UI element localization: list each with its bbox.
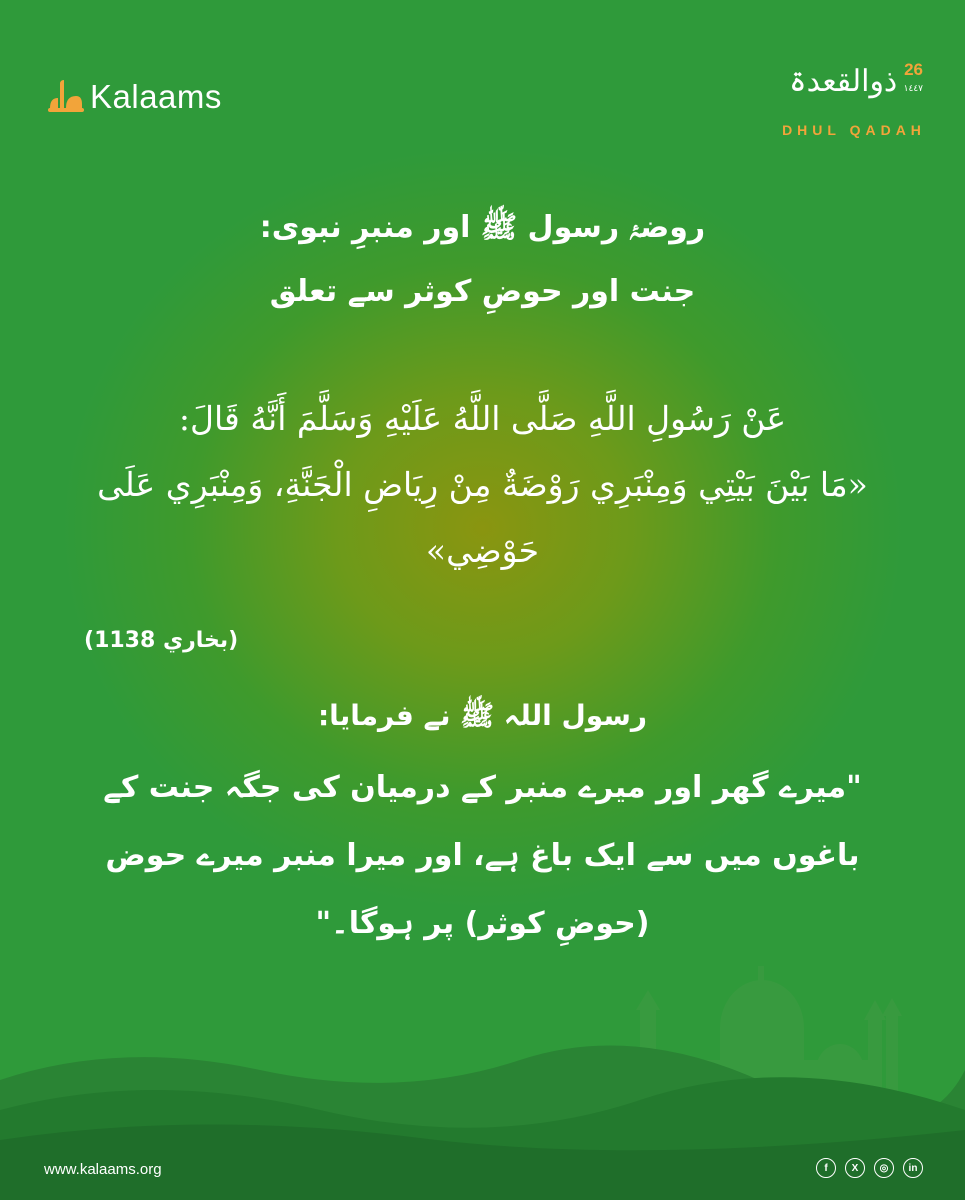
brand-name: Kalaams: [90, 78, 222, 115]
urdu-line-1: "میرے گھر اور میرے منبر کے درمیان کی جگہ جنت کے: [103, 770, 862, 805]
website-link[interactable]: www.kalaams.org: [44, 1161, 162, 1178]
brand-logo[interactable]: [44, 76, 222, 118]
month-year: 26: [904, 60, 923, 79]
instagram-icon[interactable]: ◎: [874, 1158, 894, 1178]
month-badge: [779, 56, 929, 146]
month-hijri-year: ١٤٤٧: [903, 84, 923, 94]
urdu-line-3: (حوضِ کوثر) پر ہوگا۔": [315, 906, 650, 941]
arabic-hadith: [60, 386, 905, 584]
month-arabic-name: ذوالقعدۃ: [789, 64, 898, 99]
urdu-line-2: باغوں میں سے ایک باغ ہے، اور میرا منبر میرے حوض: [105, 838, 860, 873]
title-line-2: جنت اور حوضِ کوثر سے تعلق: [269, 274, 696, 309]
social-links: [816, 1158, 923, 1178]
linkedin-icon[interactable]: in: [903, 1158, 923, 1178]
urdu-translation: [70, 754, 895, 958]
month-label: DHUL QADAH: [782, 122, 926, 138]
arabic-line-2: «مَا بَيْنَ بَيْتِي وَمِنْبَرِي رَوْضَةٌ مِنْ رِيَاضِ الْجَنَّةِ، وَمِنْبَرِي عَلَى: [97, 465, 868, 504]
facebook-icon[interactable]: f: [816, 1158, 836, 1178]
page-title: [60, 196, 905, 324]
arabic-line-3: حَوْضِي»: [425, 531, 540, 570]
title-line-1: روضۂ رسول ﷺ اور منبرِ نبوی:: [259, 210, 706, 245]
urdu-intro: رسول اللہ ﷺ نے فرمایا:: [317, 699, 647, 732]
hadith-reference: (بخاري 1138): [84, 628, 239, 653]
x-icon[interactable]: X: [845, 1158, 865, 1178]
arabic-line-1: عَنْ رَسُولِ اللَّهِ صَلَّى اللَّهُ عَلَيْهِ وَسَلَّمَ أَنَّهُ قَالَ:: [178, 399, 787, 438]
kalaams-logo-icon: [44, 76, 86, 118]
